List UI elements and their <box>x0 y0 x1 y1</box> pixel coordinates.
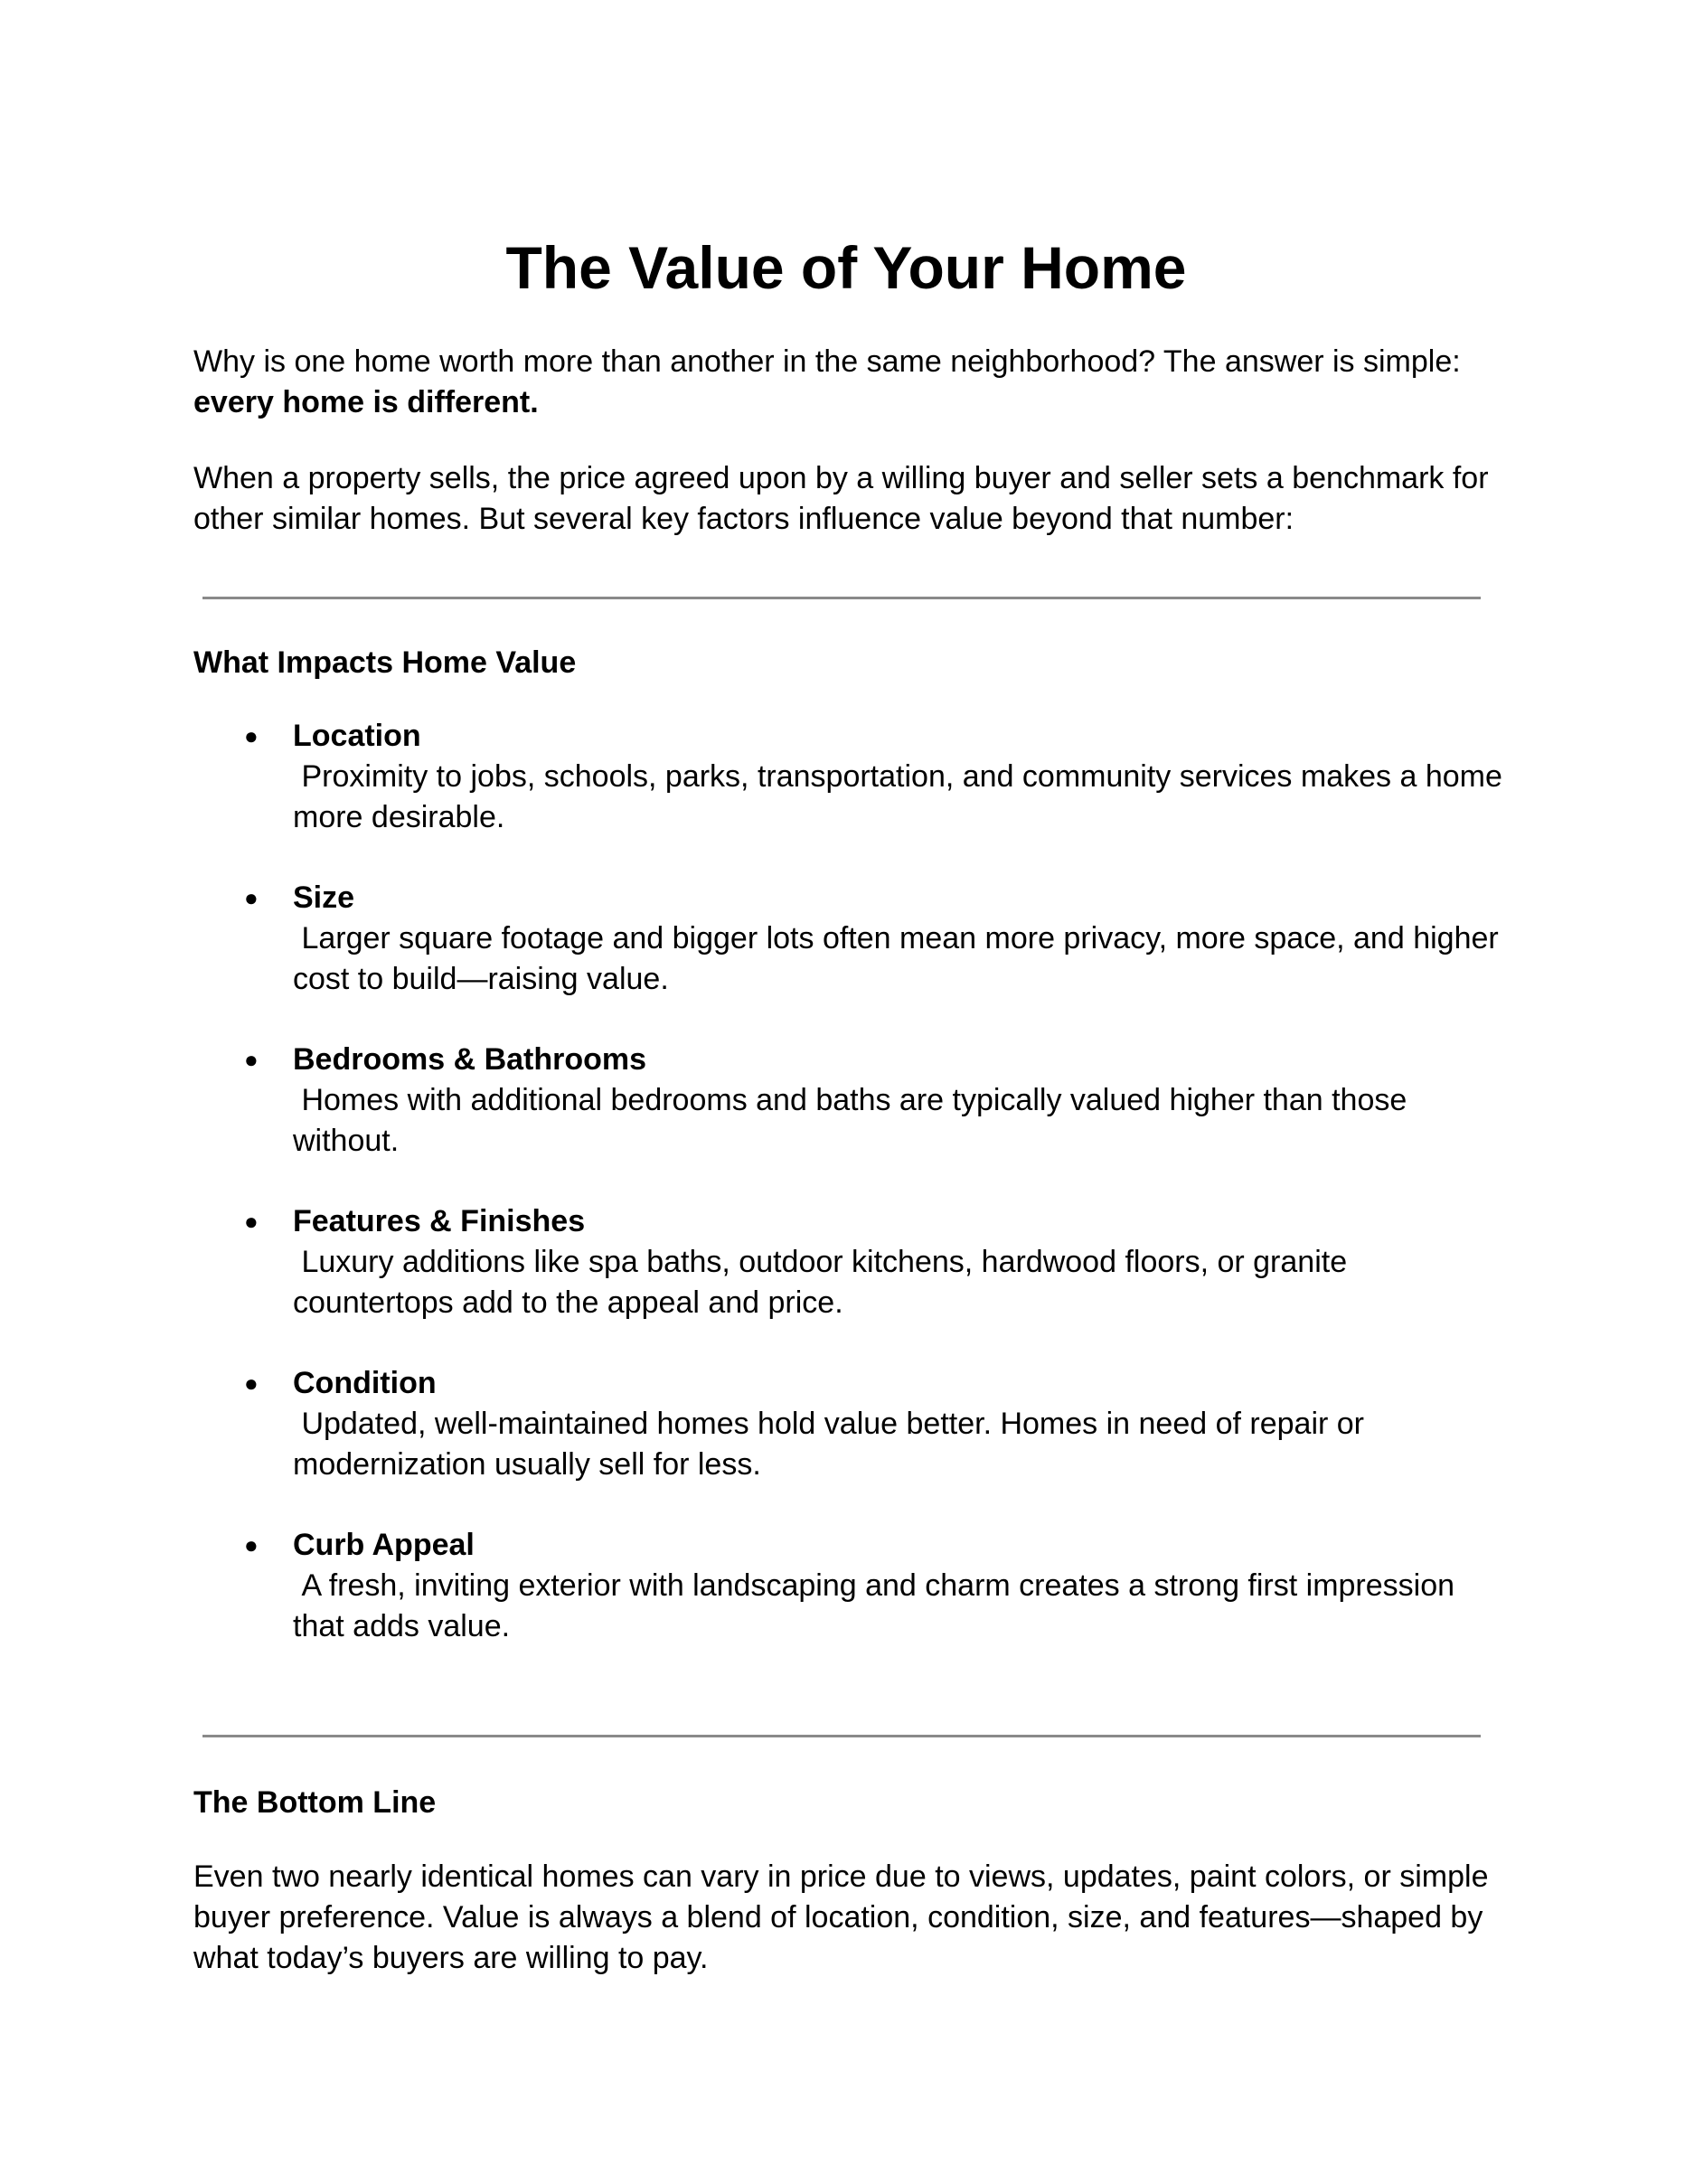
intro-paragraph-1-bold: every home is different. <box>193 385 539 419</box>
bullet-icon: ● <box>244 722 259 749</box>
factor-title: Curb Appeal <box>293 1528 475 1562</box>
factor-list <box>193 716 1504 1647</box>
factor-description: Homes with additional bedrooms and baths are typically valued higher than those without. <box>293 1083 1407 1158</box>
bottom-line-paragraph: Even two nearly identical homes can vary in price due to views, updates, paint colors, or simple buyer preference. Value is always a blend of location, condition, size, and features—shaped by what today’s buyers are willing to pay. <box>193 1859 1489 1975</box>
factor-title: Features & Finishes <box>293 1204 586 1238</box>
factor-title: Bedrooms & Bathrooms <box>293 1042 647 1077</box>
horizontal-divider <box>202 1735 1481 1737</box>
list-item <box>193 878 1504 1000</box>
list-item <box>193 1040 1504 1162</box>
factor-title: Condition <box>293 1366 437 1400</box>
section-heading-bottom-line: The Bottom Line <box>193 1785 437 1820</box>
bullet-icon: ● <box>244 1370 259 1397</box>
bullet-icon: ● <box>244 884 259 911</box>
list-item <box>193 1525 1504 1647</box>
page-title: The Value of Your Home <box>505 234 1187 301</box>
factor-description: Luxury additions like spa baths, outdoor kitchens, hardwood floors, or granite countertops add to the appeal and price. <box>293 1245 1348 1320</box>
factor-description: Larger square footage and bigger lots often mean more privacy, more space, and higher cost to build—raising value. <box>293 921 1499 996</box>
factor-title: Size <box>293 880 355 915</box>
factor-title: Location <box>293 719 421 753</box>
bullet-icon: ● <box>244 1046 259 1073</box>
factor-description: A fresh, inviting exterior with landscaping and charm creates a strong first impression that adds value. <box>293 1568 1455 1643</box>
bullet-icon: ● <box>244 1208 259 1235</box>
section-heading-factors: What Impacts Home Value <box>193 645 577 680</box>
horizontal-divider <box>202 597 1481 599</box>
intro-paragraph-2: When a property sells, the price agreed upon by a willing buyer and seller sets a benchmark for other similar homes. But several key factors influence value beyond that number: <box>193 461 1489 536</box>
factor-description: Proximity to jobs, schools, parks, transportation, and community services makes a home more desirable. <box>293 759 1502 834</box>
factor-description: Updated, well-maintained homes hold value better. Homes in need of repair or modernization usually sell for less. <box>293 1407 1365 1482</box>
intro-paragraph-1 <box>193 342 1504 423</box>
list-item <box>193 716 1504 838</box>
intro-paragraph-1-text: Why is one home worth more than another in the same neighborhood? The answer is simple: <box>193 344 1461 379</box>
list-item <box>193 1201 1504 1323</box>
list-item <box>193 1363 1504 1485</box>
bullet-icon: ● <box>244 1531 259 1558</box>
